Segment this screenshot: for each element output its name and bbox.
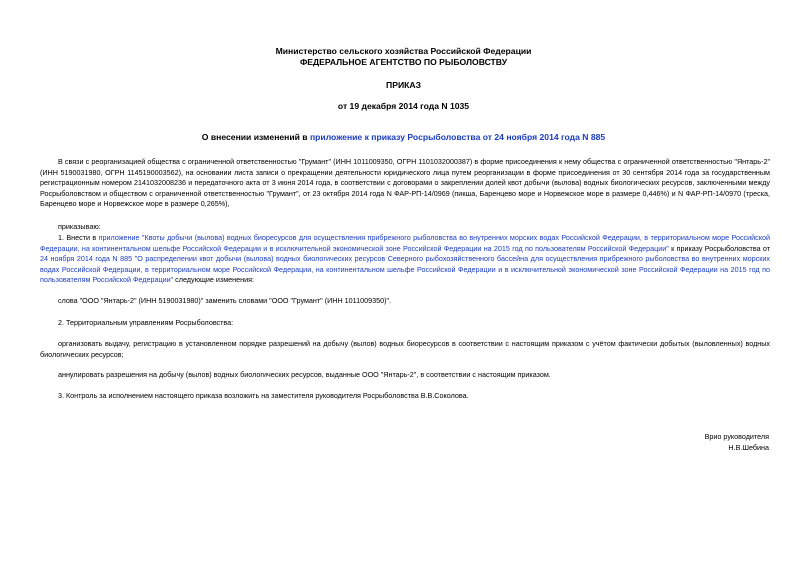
ministry-name: Министерство сельского хозяйства Российской Федерации <box>275 46 532 56</box>
preamble-paragraph: В связи с реорганизацией общества с ограниченной ответственностью "Грумант" (ИНН 1011009350, ОГРН 1101032000387) в форме присоединения к нему общества с ограниченной ответственностью "Янтарь-2" (ИНН 5190031980, ОГРН 1145190003562), на основании листа записи о прекращении деятельности юридического лица путем реорганизации в форме присоединения от 30 сентября 2014 года за государственным регистрационным номером 2141032008236 и передаточного акта от 3 июня 2014 года, в соответствии с договорами о закреплении долей квот добычи (вылова) водных биологических ресурсов, заключенными между Росрыболовством и обществом с ограниченной ответственностью "Грумант", от 23 октября 2014 года N ФАР-РП-14/0969 (пикша, Баренцево море и Норвежское море в размере 0,446%) и N ФАР-РП-14/0970 (треска, Баренцево море и Норвежское море в размере 0,265%), <box>40 157 770 209</box>
item-1-prefix: 1. Внести в <box>58 233 99 242</box>
item-2-b-paragraph: аннулировать разрешения на добычу (вылов) водных биологических ресурсов, выданные ООО "Янтарь-2", в соответствии с настоящим приказом. <box>58 370 551 379</box>
item-1-suffix: следующие изменения: <box>173 275 254 285</box>
title-prefix: О внесении изменений в <box>201 132 310 142</box>
order-word: приказываю: <box>58 222 101 231</box>
item-2-a-paragraph: организовать выдачу, регистрацию в установленном порядке разрешений на добычу (вылов) водных биоресурсов в соответствии с настоящим приказом с учётом фактически добытых (выловленных) водных биологических ресурсов; <box>40 339 770 359</box>
item-2-paragraph: 2. Территориальным управлениям Росрыболовства: <box>58 318 234 327</box>
item-1-link-order[interactable]: 24 ноября 2014 года N 885 "О распределении квот добычи (вылова) водных биологических ресурсов Северного рыбохозяйственного бассейна для осуществления прибрежного рыболовства во внутренних морских водах Российской Федерации, в территориальном море Российской Федерации, на континентальном шельфе Российской Федерации и в исключительной экономической зоне Российской Федерации на 2015 год по пользователям Российской Федерации" <box>40 254 770 285</box>
signature-position: Врио руководителя <box>704 432 769 441</box>
title-link[interactable]: приложение к приказу Росрыболовства от 24 ноября 2014 года N 885 <box>309 132 606 142</box>
item-1-middle: к приказу Росрыболовства от <box>668 243 770 253</box>
item-3-paragraph: 3. Контроль за исполнением настоящего приказа возложить на заместителя руководителя Росрыболовства В.В.Соколова. <box>58 391 469 400</box>
item-1-paragraph <box>40 233 770 286</box>
agency-name: ФЕДЕРАЛЬНОЕ АГЕНТСТВО ПО РЫБОЛОВСТВУ <box>299 57 508 67</box>
document-date-number: от 19 декабря 2014 года N 1035 <box>337 101 470 111</box>
replace-text-paragraph: слова "ООО "Янтарь-2" (ИНН 5190031980)" заменить словами "ООО "Грумант" (ИНН 1011009350)". <box>58 296 392 305</box>
document-title <box>0 132 807 143</box>
document-type: ПРИКАЗ <box>386 80 421 90</box>
signature-name: Н.В.Шебина <box>728 443 769 452</box>
item-1-link-appendix[interactable]: приложение "Квоты добычи (вылова) водных биоресурсов для осуществления прибрежного рыболовства во внутренних морских водах Российской Федерации, в территориальном море Российской Федерации, на континентальном шельфе Российской Федерации и в исключительной экономической зоне Российской Федерации на 2015 год по пользователям Российской Федерации" <box>40 233 770 253</box>
